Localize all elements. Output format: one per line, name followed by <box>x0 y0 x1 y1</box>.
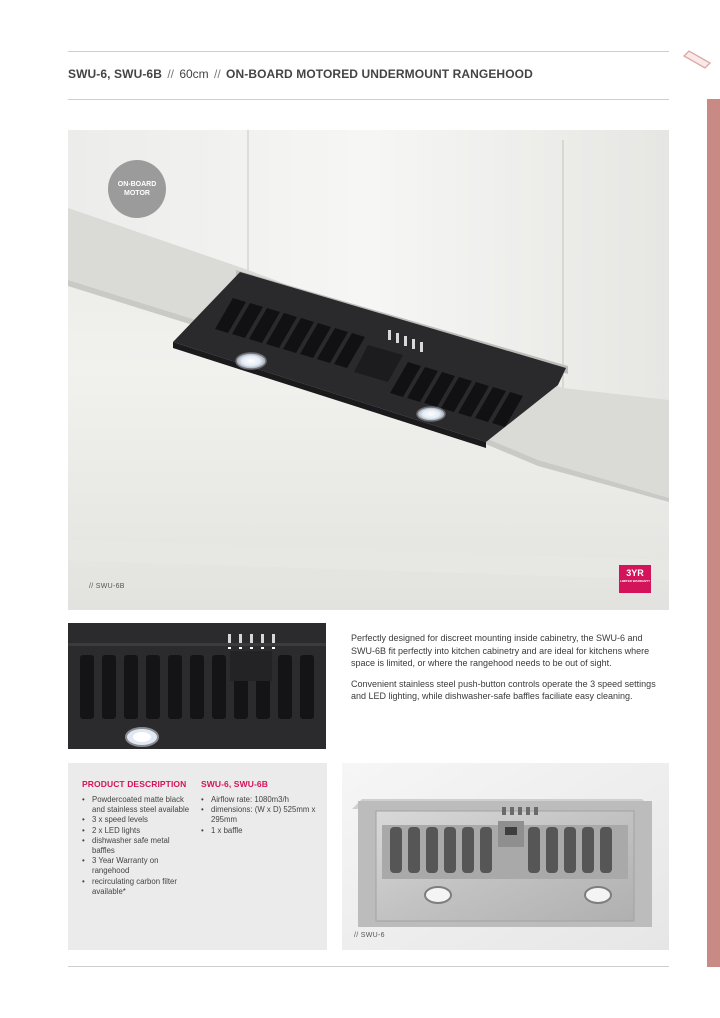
rangehood-stainless-illustration <box>342 763 669 950</box>
list-item: • Airflow rate: 1080m3/h <box>201 795 319 805</box>
product-description-list <box>82 795 194 897</box>
list-item: • dishwasher safe metal baffles <box>82 836 194 856</box>
page-header <box>68 67 533 81</box>
header-models: SWU-6, SWU-6B <box>68 67 162 81</box>
header-title: ON-BOARD MOTORED UNDERMOUNT RANGEHOOD <box>226 67 533 81</box>
list-item: • 3 x speed levels <box>82 815 194 825</box>
specs-column <box>201 779 319 836</box>
description-paragraph-1: Perfectly designed for discreet mounting inside cabinetry, the SWU-6 and SWU-6B fit perfectly into kitchen cabinetry and are ideal for kitchens where space is limited, or where the rangehood needs to be out of sight. <box>351 633 650 668</box>
bottom-rule <box>68 966 669 967</box>
list-item: • 3 Year Warranty on rangehood <box>82 856 194 876</box>
specs-heading: SWU-6, SWU-6B <box>201 779 268 789</box>
top-rule <box>68 51 669 52</box>
detail-photo-controls <box>68 623 326 749</box>
warranty-badge-main: 3YR <box>626 568 644 578</box>
list-item: • 2 x LED lights <box>82 826 194 836</box>
hero-photo-swu6b <box>68 130 669 610</box>
warranty-badge-sub: LIMITED WARRANTY <box>619 579 651 583</box>
corner-tab-icon <box>682 50 712 70</box>
specs-list <box>201 795 319 836</box>
description-paragraph-2: Convenient stainless steel push-button controls operate the 3 speed settings and LED lighting, while dishwasher-safe baffles faciliate easy cleaning. <box>351 678 656 701</box>
header-separator: // <box>167 67 174 81</box>
control-panel-closeup-illustration <box>68 623 326 749</box>
header-size: 60cm <box>179 67 209 81</box>
spec-box <box>68 763 327 950</box>
side-color-bar <box>707 99 720 967</box>
hero-caption: // SWU-6B <box>89 583 125 590</box>
list-item: • recirculating carbon filter available* <box>82 877 194 897</box>
header-separator: // <box>214 67 221 81</box>
product-description-column <box>82 779 194 897</box>
list-item: • 1 x baffle <box>201 826 319 836</box>
list-item: • dimensions: (W x D) 525mm x 295mm <box>201 805 319 825</box>
product-description-heading: PRODUCT DESCRIPTION <box>82 779 187 789</box>
list-item: • Powdercoated matte black and stainless steel available <box>82 795 194 815</box>
swu6-caption: // SWU-6 <box>354 932 385 939</box>
header-rule <box>68 99 669 100</box>
photo-swu6 <box>342 763 669 950</box>
onboard-motor-badge: ON-BOARD MOTOR <box>108 160 166 218</box>
warranty-badge <box>619 565 651 593</box>
product-description-text <box>351 632 663 711</box>
